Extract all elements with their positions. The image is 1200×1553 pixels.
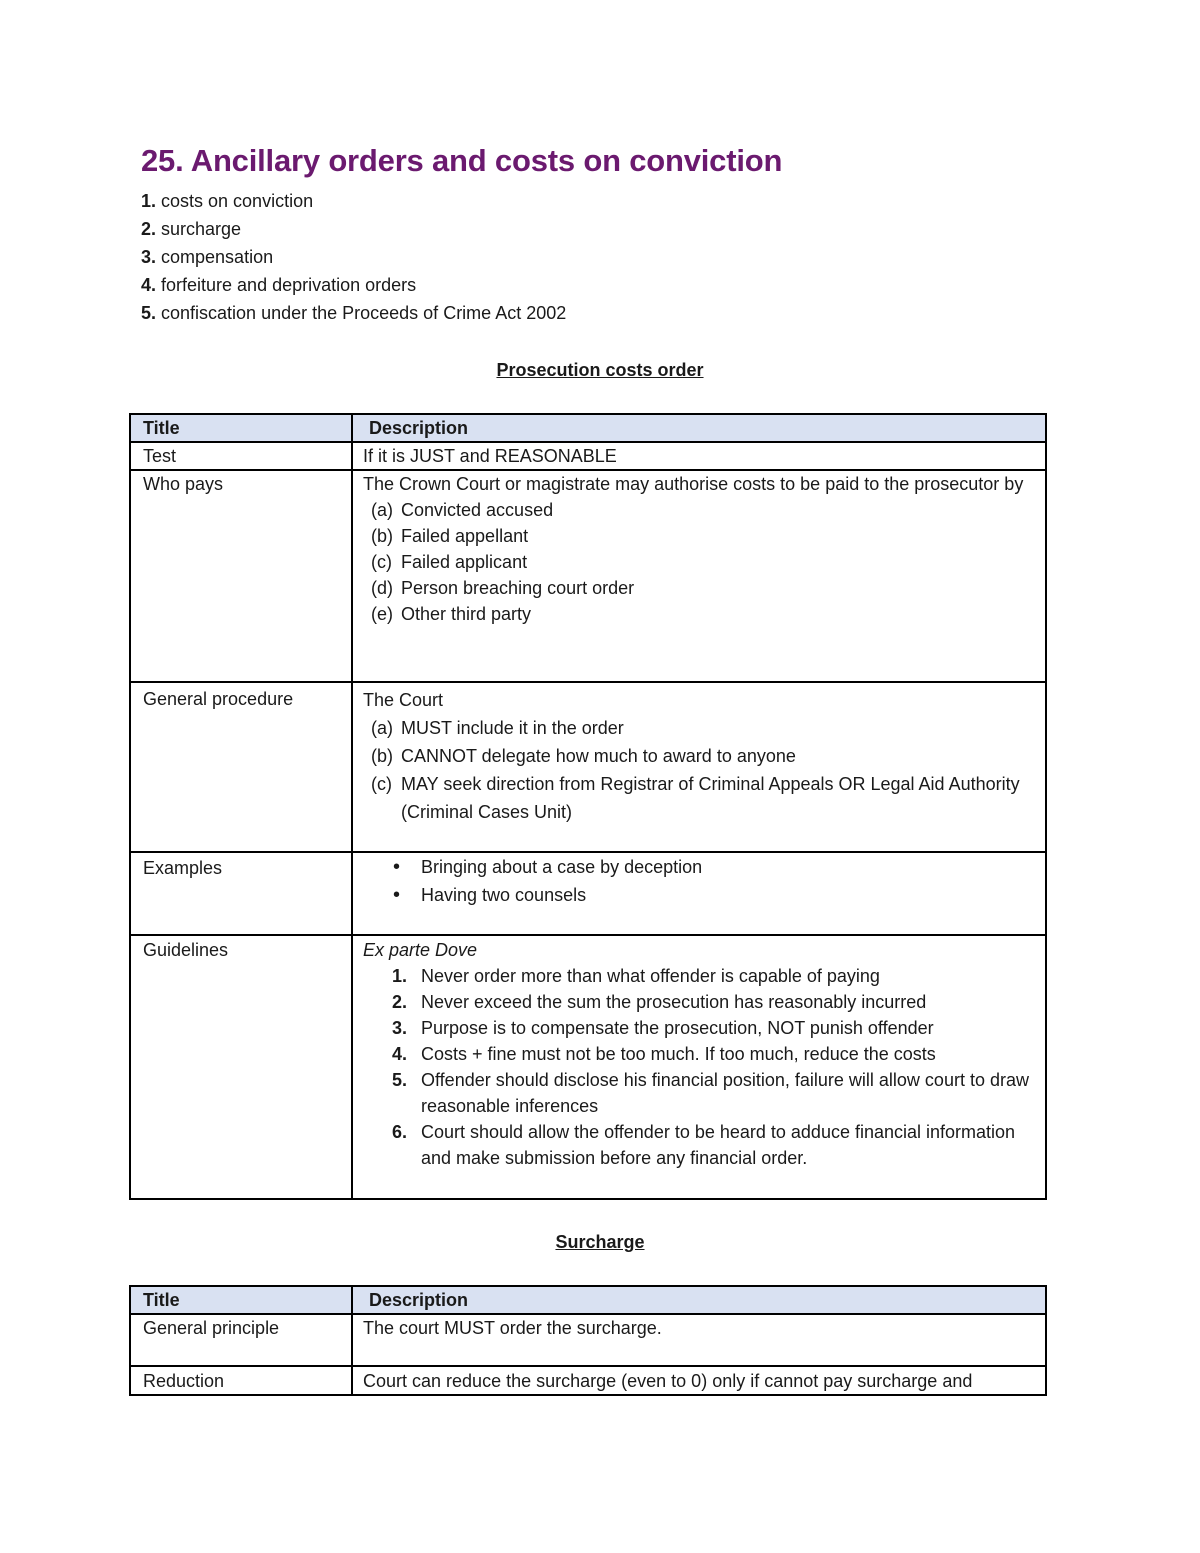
list-item	[363, 1119, 1033, 1171]
row-description	[352, 852, 1046, 935]
list-text: Never exceed the sum the prosecution has reasonably incurred	[421, 992, 927, 1012]
list-text: Offender should disclose his financial position, failure will allow court to draw reasonable inferences	[421, 1070, 1029, 1116]
table-header-row	[130, 414, 1046, 442]
list-text: Costs + fine must not be too much. If too much, reduce the costs	[421, 1044, 936, 1064]
list-text: Failed applicant	[401, 552, 528, 572]
topic-item	[141, 189, 566, 217]
examples-list	[363, 853, 1033, 909]
topic-item	[141, 301, 566, 329]
list-text: Court should allow the offender to be heard to adduce financial information and make submission before any financial order.	[421, 1122, 1016, 1168]
page-title: 25. Ancillary orders and costs on conviction	[141, 143, 783, 178]
list-item	[363, 1041, 1033, 1067]
row-description: The court MUST order the surcharge.	[352, 1314, 1046, 1366]
column-header-title: Title	[130, 1286, 352, 1314]
topic-number: 3.	[141, 247, 157, 267]
list-text: MAY seek direction from Registrar of Criminal Appeals OR Legal Aid Authority (Criminal Cases Unit)	[401, 774, 1020, 822]
list-number: 6.	[392, 1122, 408, 1142]
list-item	[363, 770, 1033, 826]
row-title: Examples	[130, 852, 352, 935]
table-row	[130, 852, 1046, 935]
column-header-description: Description	[352, 1286, 1046, 1314]
list-text: Person breaching court order	[401, 578, 635, 598]
table-header-row	[130, 1286, 1046, 1314]
list-number: 3.	[392, 1018, 408, 1038]
table-row	[130, 935, 1046, 1199]
list-number: 2.	[392, 992, 408, 1012]
list-label: (c)	[371, 552, 392, 572]
list-text: Never order more than what offender is capable of paying	[421, 966, 880, 986]
topic-number: 2.	[141, 219, 157, 239]
list-item	[363, 963, 1033, 989]
list-text: MUST include it in the order	[401, 718, 624, 738]
table-row	[130, 682, 1046, 852]
column-header-title: Title	[130, 414, 352, 442]
row-description: Court can reduce the surcharge (even to 0) only if cannot pay surcharge and	[352, 1366, 1046, 1395]
topic-number: 1.	[141, 191, 157, 211]
list-label: (b)	[371, 526, 393, 546]
row-title: General procedure	[130, 682, 352, 852]
list-item	[363, 1015, 1033, 1041]
topic-item	[141, 217, 566, 245]
list-text: Convicted accused	[401, 500, 554, 520]
list-item	[363, 601, 1033, 627]
list-label: (c)	[371, 774, 392, 794]
list-text: Purpose is to compensate the prosecution, NOT punish offender	[421, 1018, 934, 1038]
list-number: 4.	[392, 1044, 408, 1064]
list-item: • Having two counsels	[363, 881, 1033, 909]
topic-list	[141, 189, 566, 329]
table-row	[130, 1314, 1046, 1366]
topic-item	[141, 245, 566, 273]
list-item	[363, 989, 1033, 1015]
list-item	[363, 714, 1033, 742]
list-number: 1.	[392, 966, 408, 986]
surcharge-heading: Surcharge	[555, 1232, 645, 1252]
row-title: Guidelines	[130, 935, 352, 1199]
table-row	[130, 442, 1046, 470]
row-description	[352, 935, 1046, 1199]
prosecution-costs-table	[129, 413, 1047, 1200]
procedure-intro: The Court	[363, 690, 444, 710]
topic-text: costs on conviction	[161, 191, 314, 211]
list-label: (d)	[371, 578, 393, 598]
list-text: CANNOT delegate how much to award to anyone	[401, 746, 796, 766]
row-title: Test	[130, 442, 352, 470]
table-row	[130, 470, 1046, 682]
topic-text: surcharge	[161, 219, 242, 239]
guidelines-list	[363, 963, 1033, 1171]
row-title: Reduction	[130, 1366, 352, 1395]
list-item	[363, 575, 1033, 601]
topic-text: confiscation under the Proceeds of Crime Act 2002	[161, 303, 567, 323]
row-description	[352, 682, 1046, 852]
list-label: (b)	[371, 746, 393, 766]
list-item	[363, 1067, 1033, 1119]
procedure-list	[363, 714, 1033, 826]
topic-text: compensation	[161, 247, 274, 267]
list-item	[363, 523, 1033, 549]
list-item: • Bringing about a case by deception	[363, 853, 1033, 881]
list-item	[363, 549, 1033, 575]
row-description: If it is JUST and REASONABLE	[352, 442, 1046, 470]
table-row	[130, 1366, 1046, 1395]
list-item	[363, 742, 1033, 770]
who-pays-intro: The Crown Court or magistrate may authorise costs to be paid to the prosecutor by	[363, 474, 1024, 494]
row-title: General principle	[130, 1314, 352, 1366]
list-label: (a)	[371, 500, 393, 520]
list-label: (e)	[371, 604, 393, 624]
topic-text: forfeiture and deprivation orders	[161, 275, 417, 295]
list-text: Failed appellant	[401, 526, 529, 546]
topic-number: 5.	[141, 303, 157, 323]
list-label: (a)	[371, 718, 393, 738]
row-title: Who pays	[130, 470, 352, 682]
case-name: Ex parte Dove	[363, 940, 478, 960]
topic-number: 4.	[141, 275, 157, 295]
topic-item	[141, 273, 566, 301]
list-item	[363, 497, 1033, 523]
list-text: Other third party	[401, 604, 532, 624]
column-header-description: Description	[352, 414, 1046, 442]
row-description	[352, 470, 1046, 682]
prosecution-costs-heading: Prosecution costs order	[496, 360, 704, 380]
who-pays-list	[363, 497, 1033, 627]
list-number: 5.	[392, 1070, 408, 1090]
surcharge-table	[129, 1285, 1047, 1396]
